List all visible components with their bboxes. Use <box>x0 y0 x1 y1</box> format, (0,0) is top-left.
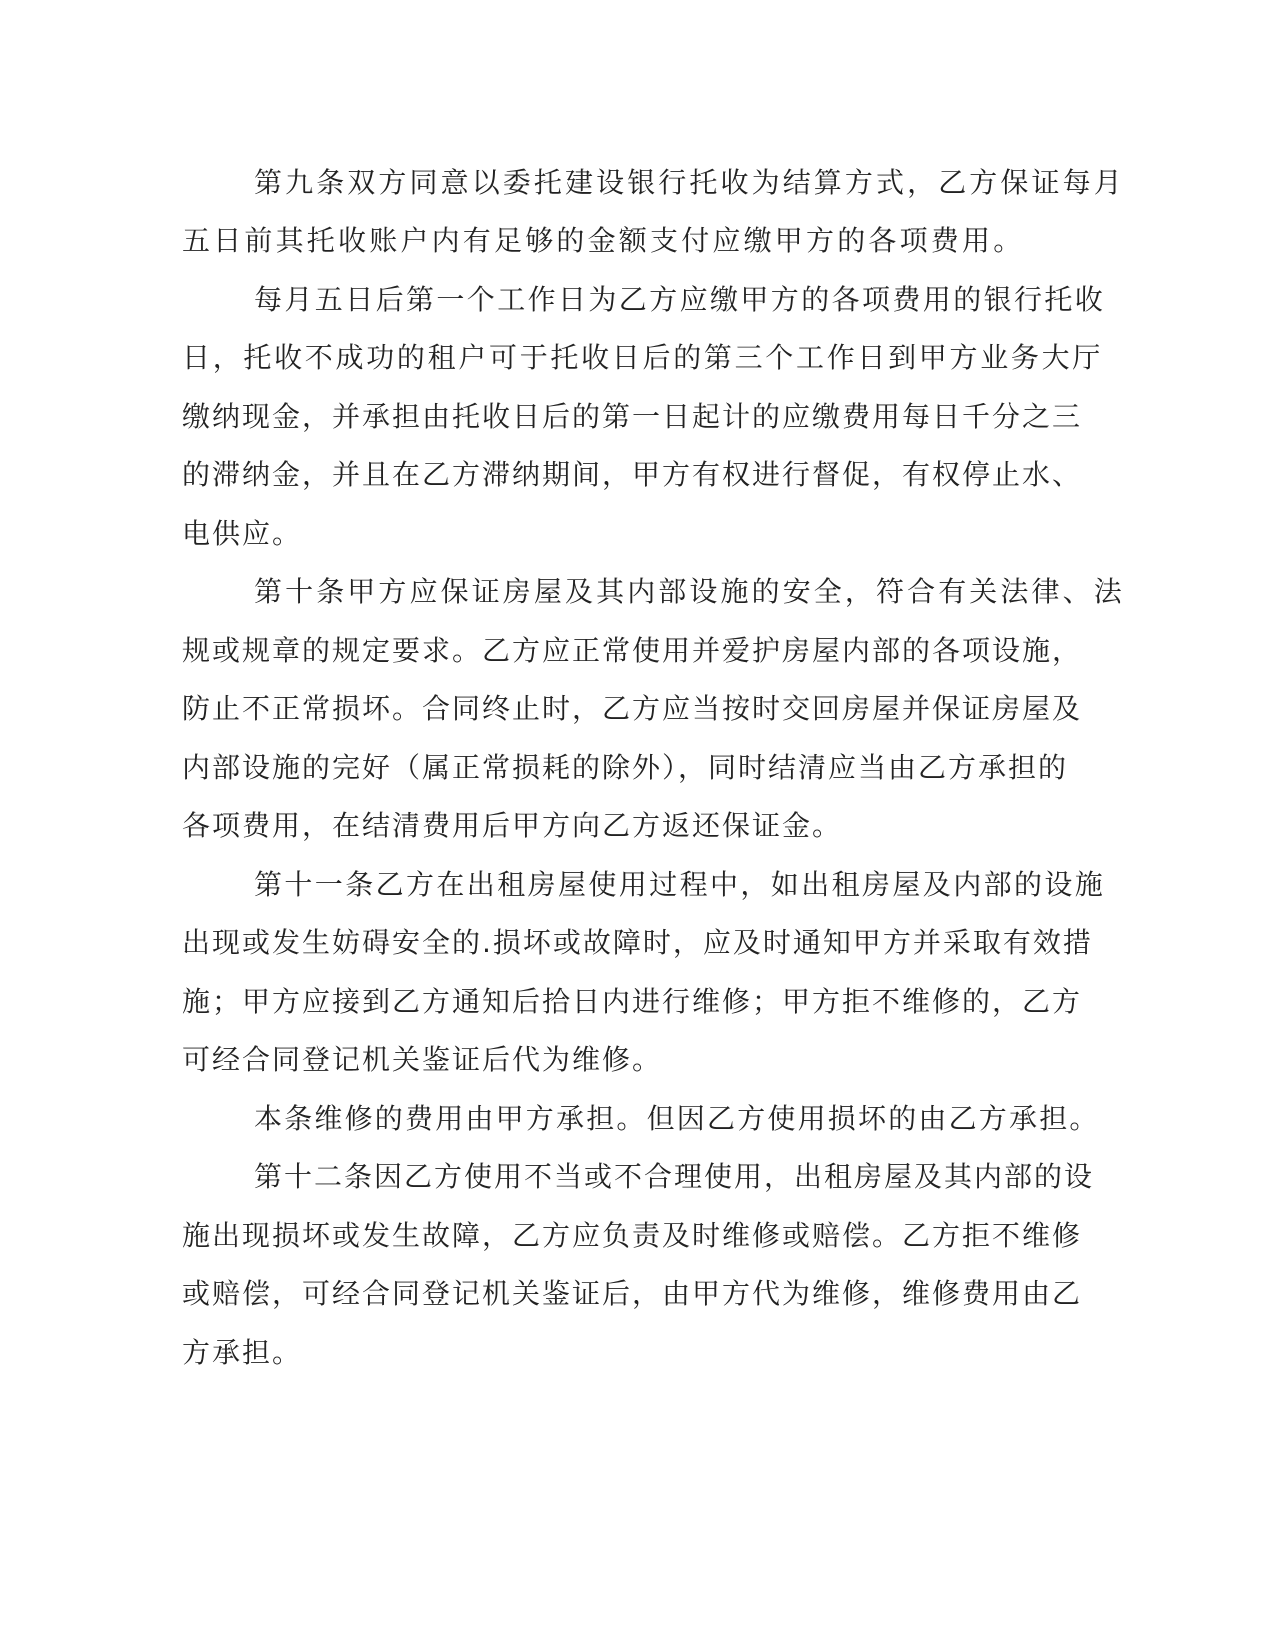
text-line: 第十二条因乙方使用不当或不合理使用，出租房屋及其内部的设 <box>254 1160 1095 1193</box>
text-line: 第十条甲方应保证房屋及其内部设施的安全，符合有关法律、法 <box>254 575 1125 608</box>
text-line: 方承担。 <box>182 1336 303 1369</box>
text-line: 施；甲方应接到乙方通知后拾日内进行维修；甲方拒不维修的，乙方 <box>182 985 1083 1018</box>
text-line: 日，托收不成功的租户可于托收日后的第三个工作日到甲方业务大厅 <box>182 341 1104 374</box>
text-line: 的滞纳金，并且在乙方滞纳期间，甲方有权进行督促，有权停止水、 <box>182 458 1083 491</box>
text-line: 内部设施的完好（属正常损耗的除外），同时结清应当由乙方承担的 <box>182 751 1069 784</box>
text-line: 规或规章的规定要求。乙方应正常使用并爱护房屋内部的各项设施， <box>182 634 1083 667</box>
text-line: 各项费用，在结清费用后甲方向乙方返还保证金。 <box>182 809 843 842</box>
text-line: 本条维修的费用由甲方承担。但因乙方使用损坏的由乙方承担。 <box>254 1102 1100 1135</box>
text-line: 第九条双方同意以委托建设银行托收为结算方式，乙方保证每月 <box>254 166 1125 199</box>
text-line: 五日前其托收账户内有足够的金额支付应缴甲方的各项费用。 <box>182 224 1025 257</box>
text-line: 每月五日后第一个工作日为乙方应缴甲方的各项费用的银行托收 <box>254 283 1106 316</box>
text-line: 施出现损坏或发生故障，乙方应负责及时维修或赔偿。乙方拒不维修 <box>182 1219 1083 1252</box>
text-line: 缴纳现金，并承担由托收日后的第一日起计的应缴费用每日千分之三 <box>182 400 1083 433</box>
text-line: 或赔偿，可经合同登记机关鉴证后，由甲方代为维修，维修费用由乙 <box>182 1277 1083 1310</box>
text-line: 可经合同登记机关鉴证后代为维修。 <box>182 1043 663 1076</box>
text-line: 电供应。 <box>182 517 303 550</box>
text-line: 出现或发生妨碍安全的.损坏或故障时，应及时通知甲方并采取有效措 <box>182 926 1093 959</box>
text-line: 第十一条乙方在出租房屋使用过程中，如出租房屋及内部的设施 <box>254 868 1106 901</box>
text-line: 防止不正常损坏。合同终止时，乙方应当按时交回房屋并保证房屋及 <box>182 692 1083 725</box>
